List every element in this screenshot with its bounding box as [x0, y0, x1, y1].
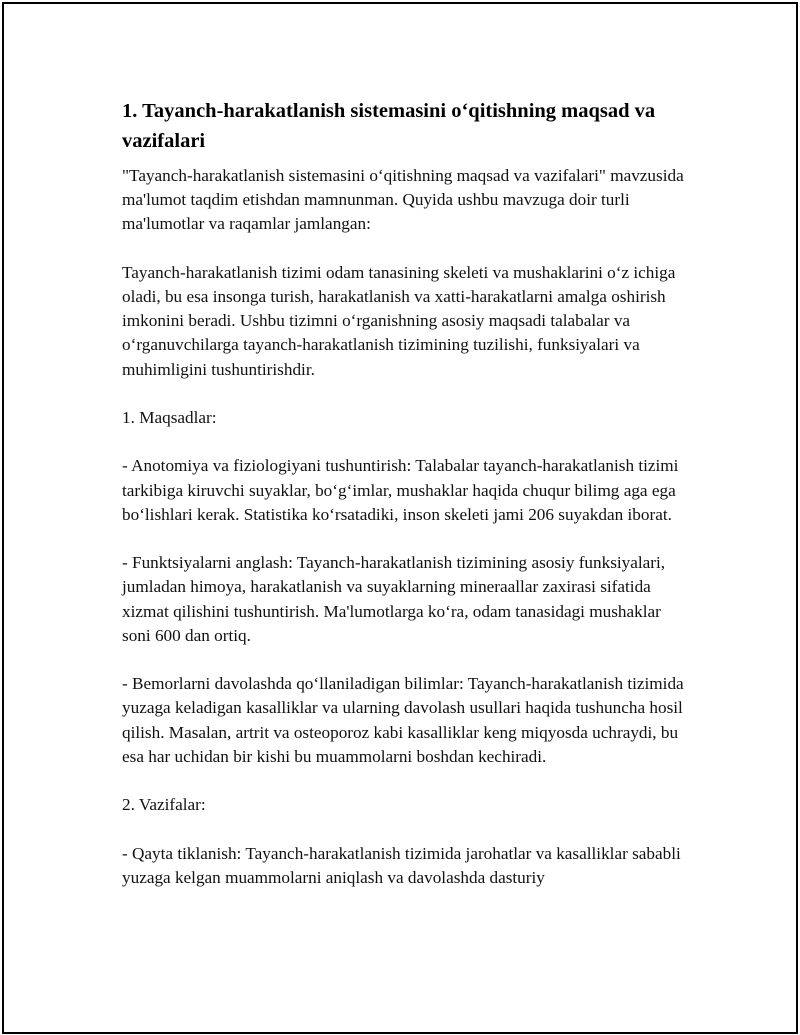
- document-body: [122, 96, 692, 914]
- section-heading-goals: 1. Maqsadlar:: [122, 408, 217, 427]
- document-title: 1. Tayanch-harakatlanish sistemasini o‘qitishning maqsad va vazifalari: [122, 100, 656, 152]
- overview-paragraph: Tayanch-harakatlanish tizimi odam tanasining skeleti va mushaklarini o‘z ichiga oladi, bu esa insonga turish, harakatlanish va xatti-harakatlarni amalga oshirish imkonini beradi. Ushbu tizimni o‘rganishning asosiy maqsadi talabalar va o‘rganuvchilarga tayanch-harakatlanish tizimining tuzilishi, funksiyalari va muhimligini tushuntirishdir.: [122, 262, 676, 379]
- task-recovery-paragraph: - Qayta tiklanish: Tayanch-harakatlanish tizimida jarohatlar va kasalliklar sababli yuzaga kelgan muammolarni aniqlash va davolashda dasturiy: [122, 843, 681, 887]
- intro-paragraph: "Tayanch-harakatlanish sistemasini o‘qitishning maqsad va vazifalari" mavzusida ma'lumot taqdim etishdan mamnunman. Quyida ushbu mavzuga doir turli ma'lumotlar va raqamlar jamlangan:: [122, 166, 684, 234]
- page-frame: [2, 2, 798, 1034]
- section-heading-tasks: 2. Vazifalar:: [122, 795, 206, 815]
- goal-functions-paragraph: - Funktsiyalarni anglash: Tayanch-harakatlanish tizimining asosiy funksiyalari, jumladan himoya, harakatlanish va suyaklarning mineraallar zaxirasi sifatida xizmat qilishini tushuntirish. Ma'lumotlarga ko‘ra, odam tanasidagi mushaklar soni 600 dan ortiq.: [122, 553, 666, 645]
- goal-anatomy-paragraph: - Anotomiya va fiziologiyani tushuntirish: Talabalar tayanch-harakatlanish tizimi tarkibiga kiruvchi suyaklar, bo‘g‘imlar, mushaklar haqida chuqur bilimg aga ega bo‘lishlari kerak. Statistika ko‘rsatadiki, inson skeleti jami 206 suyakdan iborat.: [122, 456, 679, 524]
- goal-treatment-paragraph: - Bemorlarni davolashda qo‘llaniladigan bilimlar: Tayanch-harakatlanish tizimida yuzaga keladigan kasalliklar va ularning davolash usullari haqida tushuncha hosil qilish. Masalan, artrit va osteoporoz kabi kasalliklar keng miqyosda uchraydi, bu esa har uchidan bir kishi bu muammolarni boshdan kechiradi.: [122, 674, 684, 766]
